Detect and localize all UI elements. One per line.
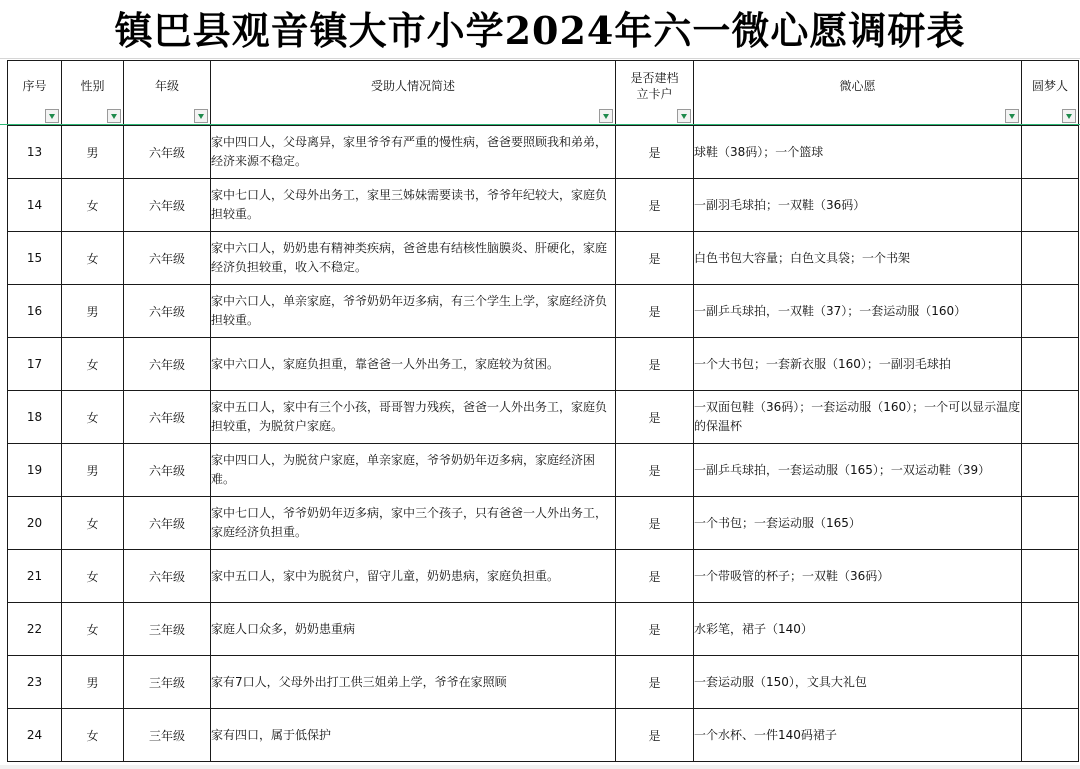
cell-seq[interactable]: 14 [8,179,62,232]
cell-desc[interactable]: 家中四口人，父母离异，家里爷爷有严重的慢性病，爸爸要照顾我和弟弟，经济来源不稳定。 [211,126,616,179]
cell-dreamer[interactable] [1022,338,1079,391]
cell-seq[interactable]: 13 [8,126,62,179]
cell-gender[interactable]: 女 [62,391,124,444]
cell-grade[interactable]: 三年级 [124,603,211,656]
cell-wish[interactable]: 一个水杯、一件140码裙子 [694,709,1022,762]
cell-wish[interactable]: 一副乒乓球拍，一套运动服（165）；一双运动鞋（39） [694,444,1022,497]
table-row [8,285,1079,338]
cell-seq[interactable]: 21 [8,550,62,603]
cell-grade[interactable]: 六年级 [124,391,211,444]
header-wish [694,61,1022,126]
header-grade [124,61,211,126]
header-card [616,61,694,126]
header-dreamer [1022,61,1079,126]
cell-gender[interactable]: 男 [62,444,124,497]
cell-desc[interactable]: 家中四口人，为脱贫户家庭，单亲家庭，爷爷奶奶年迈多病，家庭经济困难。 [211,444,616,497]
table-row [8,126,1079,179]
cell-card[interactable]: 是 [616,603,694,656]
cell-dreamer[interactable] [1022,550,1079,603]
cell-card[interactable]: 是 [616,709,694,762]
cell-desc[interactable]: 家中七口人，爷爷奶奶年迈多病，家中三个孩子，只有爸爸一人外出务工，家庭经济负担重。 [211,497,616,550]
cell-gender[interactable]: 男 [62,656,124,709]
cell-desc[interactable]: 家有7口人，父母外出打工供三姐弟上学，爷爷在家照顾 [211,656,616,709]
table-row [8,391,1079,444]
cell-dreamer[interactable] [1022,709,1079,762]
filter-dropdown-icon[interactable] [1062,109,1076,123]
cell-dreamer[interactable] [1022,444,1079,497]
cell-wish[interactable]: 一副乒乓球拍，一双鞋（37）；一套运动服（160） [694,285,1022,338]
header-row [8,61,1079,126]
table-row [8,444,1079,497]
cell-desc[interactable]: 家中五口人，家中有三个小孩，哥哥智力残疾，爸爸一人外出务工，家庭负担较重，为脱贫户家庭。 [211,391,616,444]
cell-seq[interactable]: 17 [8,338,62,391]
cell-card[interactable]: 是 [616,285,694,338]
header-gender [62,61,124,126]
cell-seq[interactable]: 24 [8,709,62,762]
header-desc-label: 受助人情况简述 [370,79,455,93]
cell-seq[interactable]: 16 [8,285,62,338]
cell-gender[interactable]: 女 [62,603,124,656]
cell-desc[interactable]: 家庭人口众多，奶奶患重病 [211,603,616,656]
cell-seq[interactable]: 22 [8,603,62,656]
cell-dreamer[interactable] [1022,497,1079,550]
cell-card[interactable]: 是 [616,656,694,709]
sheet-bottom-edge [0,765,1080,769]
cell-grade[interactable]: 三年级 [124,656,211,709]
header-seq [8,61,62,126]
cell-grade[interactable]: 三年级 [124,709,211,762]
grid-line [0,58,1080,59]
cell-seq[interactable]: 20 [8,497,62,550]
filter-dropdown-icon[interactable] [599,109,613,123]
filter-dropdown-icon[interactable] [1005,109,1019,123]
survey-table [7,60,1079,762]
cell-wish[interactable]: 球鞋（38码）；一个篮球 [694,126,1022,179]
cell-wish[interactable]: 一副羽毛球拍；一双鞋（36码） [694,179,1022,232]
cell-wish[interactable]: 一个带吸管的杯子；一双鞋（36码） [694,550,1022,603]
cell-card[interactable]: 是 [616,338,694,391]
cell-gender[interactable]: 女 [62,497,124,550]
table-row [8,550,1079,603]
cell-grade[interactable]: 六年级 [124,550,211,603]
cell-wish[interactable]: 一个大书包；一套新衣服（160）；一副羽毛球拍 [694,338,1022,391]
cell-desc[interactable]: 家中七口人，父母外出务工，家里三姊妹需要读书，爷爷年纪较大，家庭负担较重。 [211,179,616,232]
cell-dreamer[interactable] [1022,285,1079,338]
header-wish-label: 微心愿 [839,79,876,93]
header-grade-label: 年级 [154,79,179,93]
cell-wish[interactable]: 一双面包鞋（36码）；一套运动服（160）；一个可以显示温度的保温杯 [694,391,1022,444]
cell-desc[interactable]: 家有四口，属于低保护 [211,709,616,762]
cell-dreamer[interactable] [1022,603,1079,656]
cell-grade[interactable]: 六年级 [124,232,211,285]
cell-gender[interactable]: 男 [62,285,124,338]
cell-seq[interactable]: 23 [8,656,62,709]
cell-grade[interactable]: 六年级 [124,179,211,232]
table-row [8,338,1079,391]
header-dreamer-label: 圆梦人 [1031,79,1068,93]
cell-grade[interactable]: 六年级 [124,444,211,497]
cell-gender[interactable]: 女 [62,338,124,391]
cell-card[interactable]: 是 [616,126,694,179]
table-row [8,603,1079,656]
table-row [8,709,1079,762]
cell-gender[interactable]: 男 [62,126,124,179]
cell-dreamer[interactable] [1022,126,1079,179]
cell-wish[interactable]: 一套运动服（150），文具大礼包 [694,656,1022,709]
cell-gender[interactable]: 女 [62,709,124,762]
cell-dreamer[interactable] [1022,232,1079,285]
cell-gender[interactable]: 女 [62,232,124,285]
cell-seq[interactable]: 19 [8,444,62,497]
header-card-line1: 是否建档 [630,71,679,85]
cell-dreamer[interactable] [1022,391,1079,444]
cell-card[interactable]: 是 [616,179,694,232]
cell-dreamer[interactable] [1022,656,1079,709]
table-row [8,179,1079,232]
cell-card[interactable]: 是 [616,232,694,285]
cell-dreamer[interactable] [1022,179,1079,232]
cell-desc[interactable]: 家中六口人，家庭负担重，靠爸爸一人外出务工，家庭较为贫困。 [211,338,616,391]
freeze-pane-line [0,124,1080,125]
cell-card[interactable]: 是 [616,391,694,444]
header-card-line2: 立卡户 [636,87,673,101]
table-row [8,656,1079,709]
table-row [8,497,1079,550]
cell-desc[interactable]: 家中六口人，奶奶患有精神类疾病，爸爸患有结核性脑膜炎、肝硬化，家庭经济负担较重，收入不稳定。 [211,232,616,285]
cell-grade[interactable]: 六年级 [124,338,211,391]
cell-card[interactable]: 是 [616,444,694,497]
filter-dropdown-icon[interactable] [107,109,121,123]
filter-dropdown-icon[interactable] [45,109,59,123]
filter-dropdown-icon[interactable] [194,109,208,123]
cell-card[interactable]: 是 [616,497,694,550]
cell-gender[interactable]: 女 [62,179,124,232]
cell-card[interactable]: 是 [616,550,694,603]
table-row [8,232,1079,285]
cell-wish[interactable]: 水彩笔，裙子（140） [694,603,1022,656]
cell-grade[interactable]: 六年级 [124,126,211,179]
cell-wish[interactable]: 一个书包；一套运动服（165） [694,497,1022,550]
cell-grade[interactable]: 六年级 [124,285,211,338]
header-gender-label: 性别 [80,79,105,93]
cell-seq[interactable]: 15 [8,232,62,285]
cell-gender[interactable]: 女 [62,550,124,603]
sheet-title: 镇巴县观音镇大市小学2024年六一微心愿调研表 [114,8,966,53]
cell-desc[interactable]: 家中五口人，家中为脱贫户，留守儿童，奶奶患病，家庭负担重。 [211,550,616,603]
cell-desc[interactable]: 家中六口人，单亲家庭，爷爷奶奶年迈多病，有三个学生上学，家庭经济负担较重。 [211,285,616,338]
cell-wish[interactable]: 白色书包大容量；白色文具袋；一个书架 [694,232,1022,285]
header-desc [211,61,616,126]
filter-dropdown-icon[interactable] [677,109,691,123]
cell-grade[interactable]: 六年级 [124,497,211,550]
cell-seq[interactable]: 18 [8,391,62,444]
header-seq-label: 序号 [22,79,47,93]
